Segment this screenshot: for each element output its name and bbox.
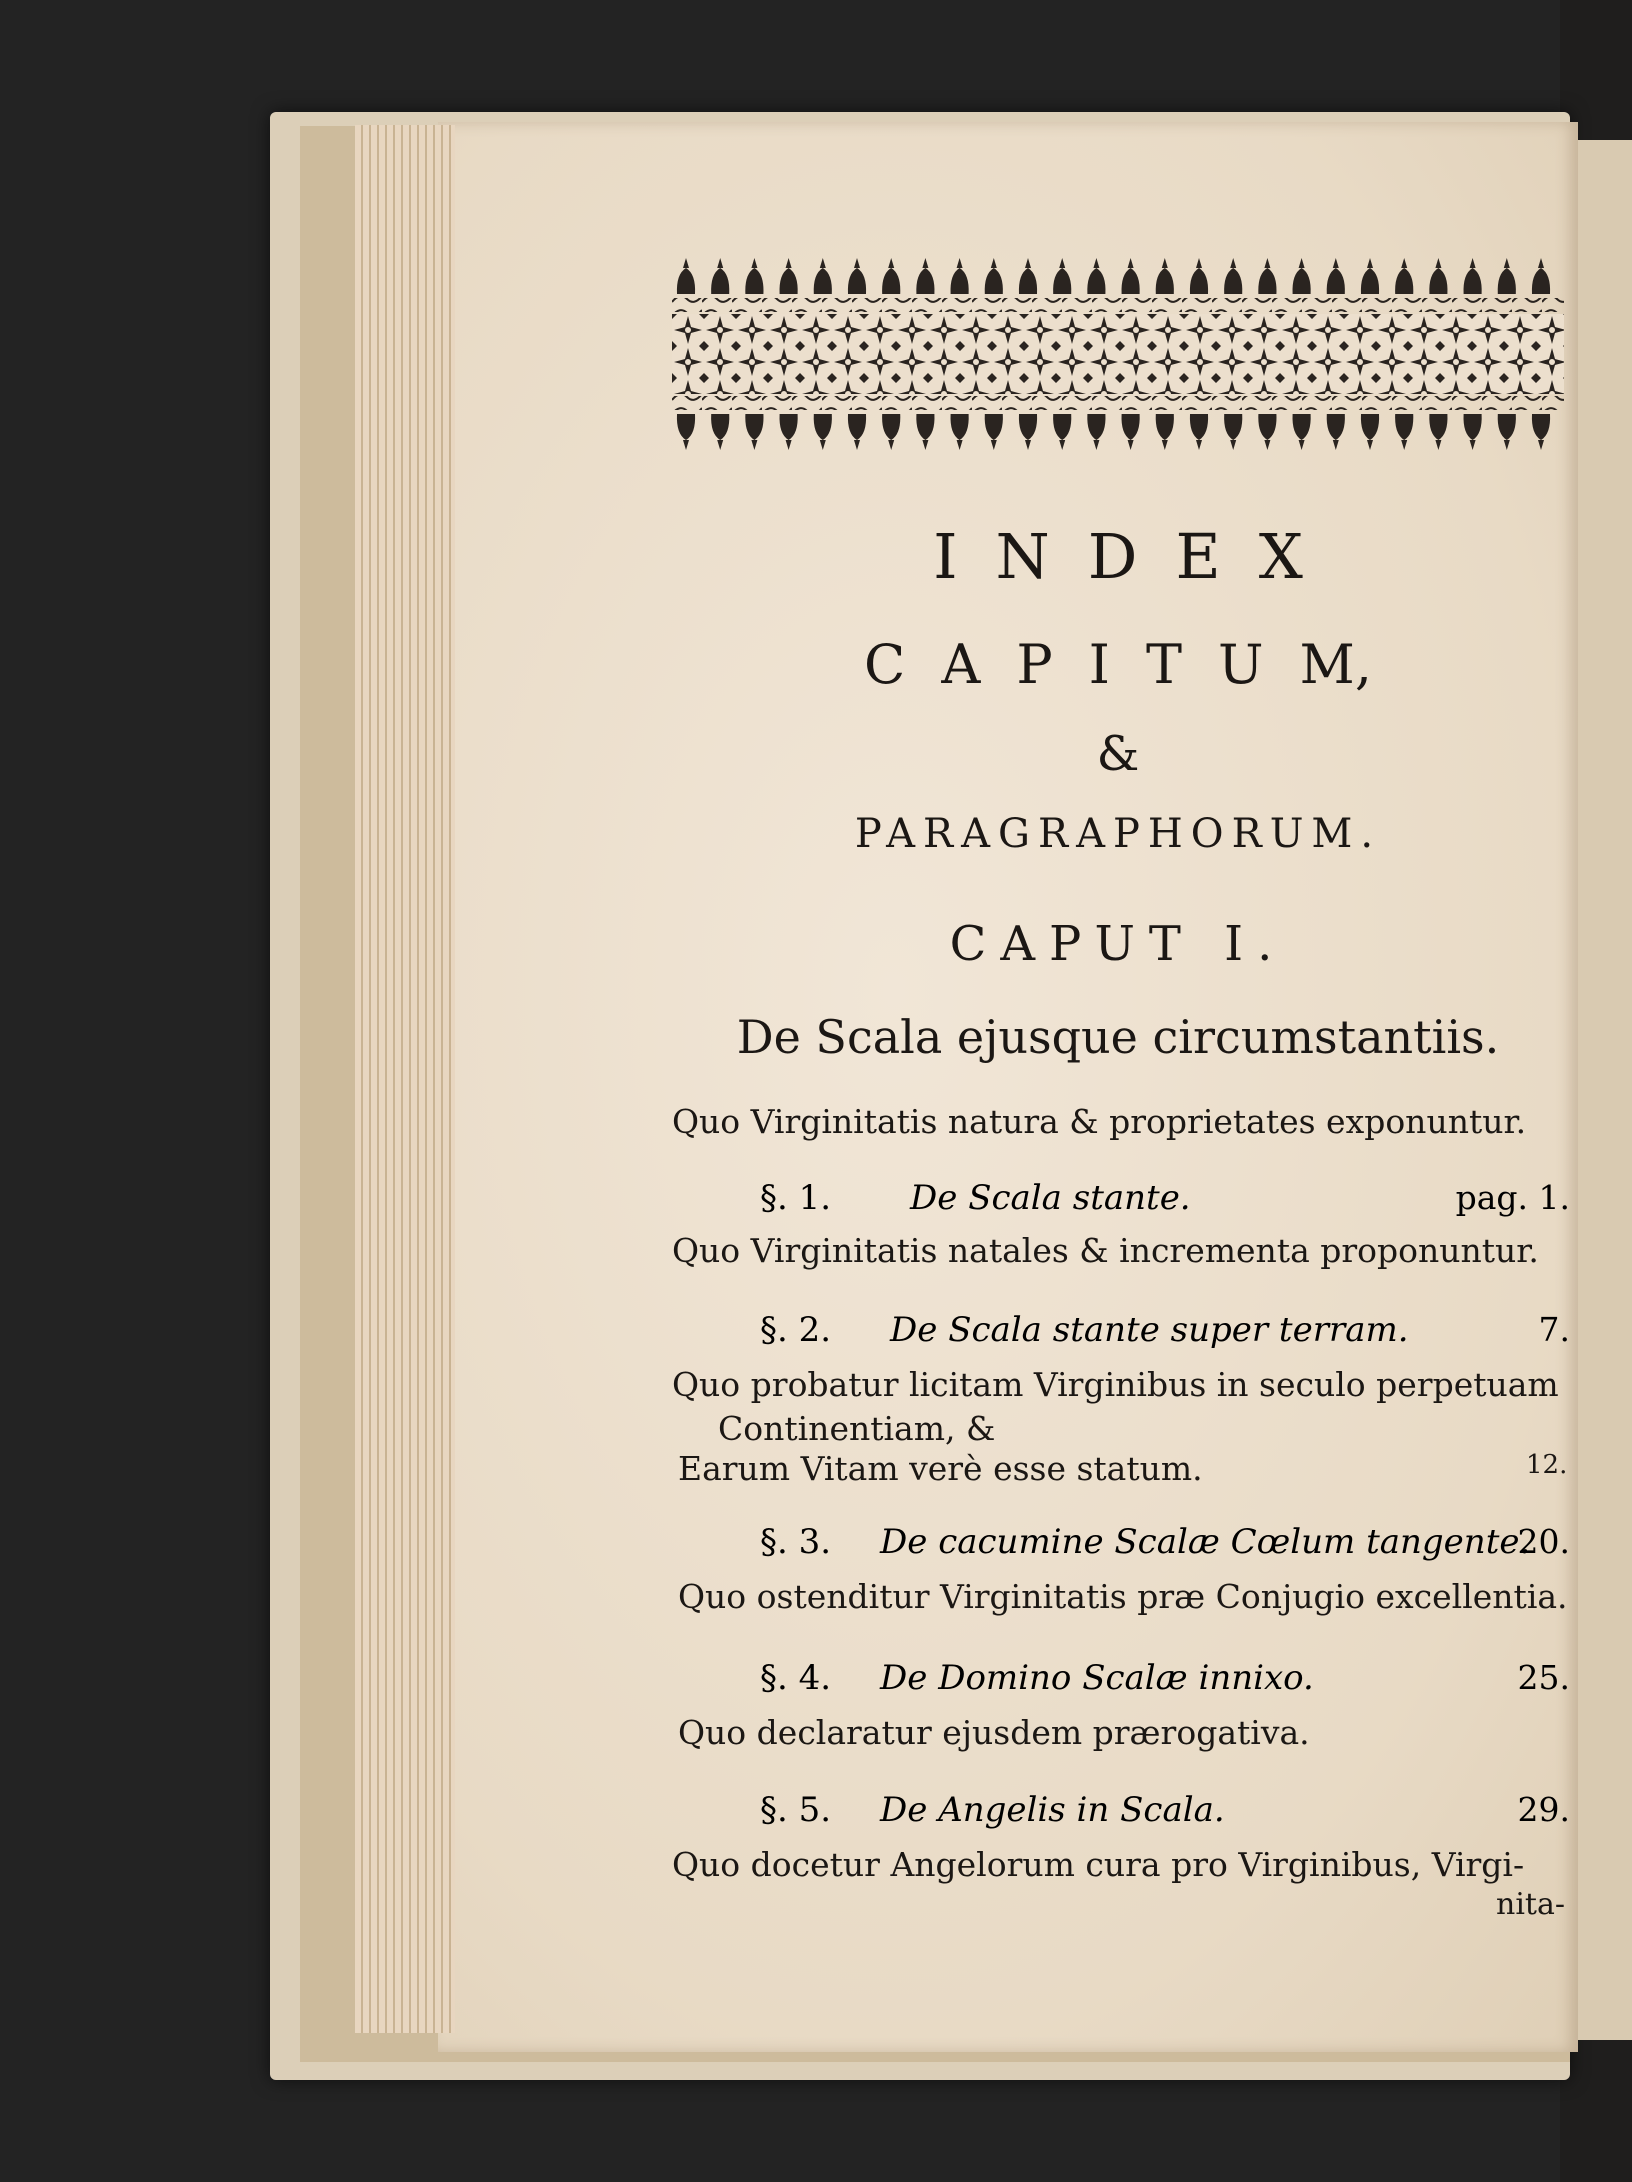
acorn-ornament	[1532, 414, 1550, 450]
acorn-ornament	[677, 414, 695, 450]
title-index: INDEX	[933, 520, 1341, 593]
title-ampersand: &	[1096, 726, 1140, 782]
acorn-ornament	[1464, 258, 1482, 294]
text-line: Earum Vitam verè esse statum.	[678, 1449, 1203, 1488]
intro-line: Quo Virginitatis natura & proprietates exponuntur.	[672, 1102, 1527, 1141]
acorn-ornament	[1122, 258, 1140, 294]
acorn-ornament	[1429, 414, 1447, 450]
acorn-ornament	[1156, 258, 1174, 294]
acorn-ornament	[1087, 414, 1105, 450]
section-title: De Domino Scalæ innixo.	[880, 1658, 1314, 1698]
toc-entry	[760, 1178, 1570, 1218]
toc-entry	[760, 1522, 1570, 1562]
acorn-ornament	[1327, 258, 1345, 294]
acorn-ornament	[1053, 258, 1071, 294]
title-capitum: C A P I T U M,	[863, 633, 1373, 696]
acorn-ornament	[1019, 414, 1037, 450]
text-line: Quo docetur Angelorum cura pro Virginibus, Virgi-	[672, 1845, 1525, 1884]
acorn-ornament	[1327, 414, 1345, 450]
section-number: §. 5.	[760, 1790, 832, 1830]
acorn-ornament	[1464, 414, 1482, 450]
toc-entry	[760, 1790, 1570, 1830]
text-line: Quo Virginitatis natales & incrementa proponuntur.	[672, 1231, 1539, 1270]
acorn-ornament	[882, 414, 900, 450]
text-line: Continentiam, &	[718, 1409, 996, 1448]
acorn-ornament	[951, 414, 969, 450]
section-title: De Scala stante super terram.	[890, 1310, 1409, 1350]
acorn-ornament	[1498, 414, 1516, 450]
toc-entry	[760, 1658, 1570, 1698]
chapter-heading: De Scala ejusque circumstantiis.	[736, 1010, 1500, 1064]
acorn-ornament	[1190, 414, 1208, 450]
acorn-ornament	[1361, 258, 1379, 294]
acorn-ornament	[951, 258, 969, 294]
catchword: nita-	[1496, 1887, 1565, 1922]
acorn-ornament	[780, 414, 798, 450]
text-line: Quo ostenditur Virginitatis præ Conjugio excellentia.	[678, 1577, 1568, 1616]
section-title: De cacumine Scalæ Cœlum tangente.	[880, 1522, 1531, 1562]
page-number: 7.	[1538, 1310, 1570, 1349]
text-line: Quo probatur licitam Virginibus in seculo perpetuam	[672, 1365, 1559, 1404]
section-number: §. 2.	[760, 1310, 832, 1350]
acorn-ornament	[1395, 414, 1413, 450]
acorn-ornament	[1532, 258, 1550, 294]
acorn-ornament	[745, 258, 763, 294]
toc-entry	[760, 1310, 1570, 1350]
page-stack-edges	[355, 125, 455, 2033]
acorn-ornament	[985, 414, 1003, 450]
acorn-ornament	[848, 414, 866, 450]
acorn-ornament	[1087, 258, 1105, 294]
acorn-ornament	[848, 258, 866, 294]
acorn-ornament	[1156, 414, 1174, 450]
page-number: pag. 1.	[1455, 1178, 1570, 1217]
section-number: §. 1.	[760, 1178, 832, 1218]
page-number: 25.	[1517, 1658, 1570, 1697]
section-number: §. 4.	[760, 1658, 832, 1698]
acorn-ornament	[1429, 258, 1447, 294]
page-number: 29.	[1517, 1790, 1570, 1829]
acorn-ornament	[711, 258, 729, 294]
acorn-ornament	[1224, 258, 1242, 294]
acorn-ornament	[882, 258, 900, 294]
acorn-ornament	[1019, 258, 1037, 294]
acorn-ornament	[916, 258, 934, 294]
page-number: 20.	[1517, 1522, 1570, 1561]
page-number: 12.	[1526, 1450, 1568, 1480]
acorn-ornament	[745, 414, 763, 450]
text-line: Quo declaratur ejusdem prærogativa.	[678, 1713, 1310, 1752]
title-paragraphorum: PARAGRAPHORUM.	[854, 811, 1382, 857]
acorn-ornament	[1224, 414, 1242, 450]
section-title: De Scala stante.	[910, 1178, 1191, 1218]
acorn-ornament	[1258, 414, 1276, 450]
ornamental-headpiece	[672, 250, 1564, 456]
acorn-ornament	[1122, 414, 1140, 450]
acorn-ornament	[1361, 414, 1379, 450]
acorn-ornament	[814, 258, 832, 294]
acorn-ornament	[677, 258, 695, 294]
acorn-ornament	[985, 258, 1003, 294]
acorn-ornament	[1293, 258, 1311, 294]
acorn-ornament	[780, 258, 798, 294]
acorn-ornament	[1395, 258, 1413, 294]
acorn-ornament	[1053, 414, 1071, 450]
chapter-title: CAPUT I.	[949, 916, 1287, 972]
section-number: §. 3.	[760, 1522, 832, 1562]
acorn-ornament	[1258, 258, 1276, 294]
acorn-ornament	[916, 414, 934, 450]
acorn-ornament	[1498, 258, 1516, 294]
acorn-ornament	[711, 414, 729, 450]
acorn-ornament	[1190, 258, 1208, 294]
acorn-ornament	[814, 414, 832, 450]
section-title: De Angelis in Scala.	[880, 1790, 1225, 1830]
acorn-ornament	[1293, 414, 1311, 450]
